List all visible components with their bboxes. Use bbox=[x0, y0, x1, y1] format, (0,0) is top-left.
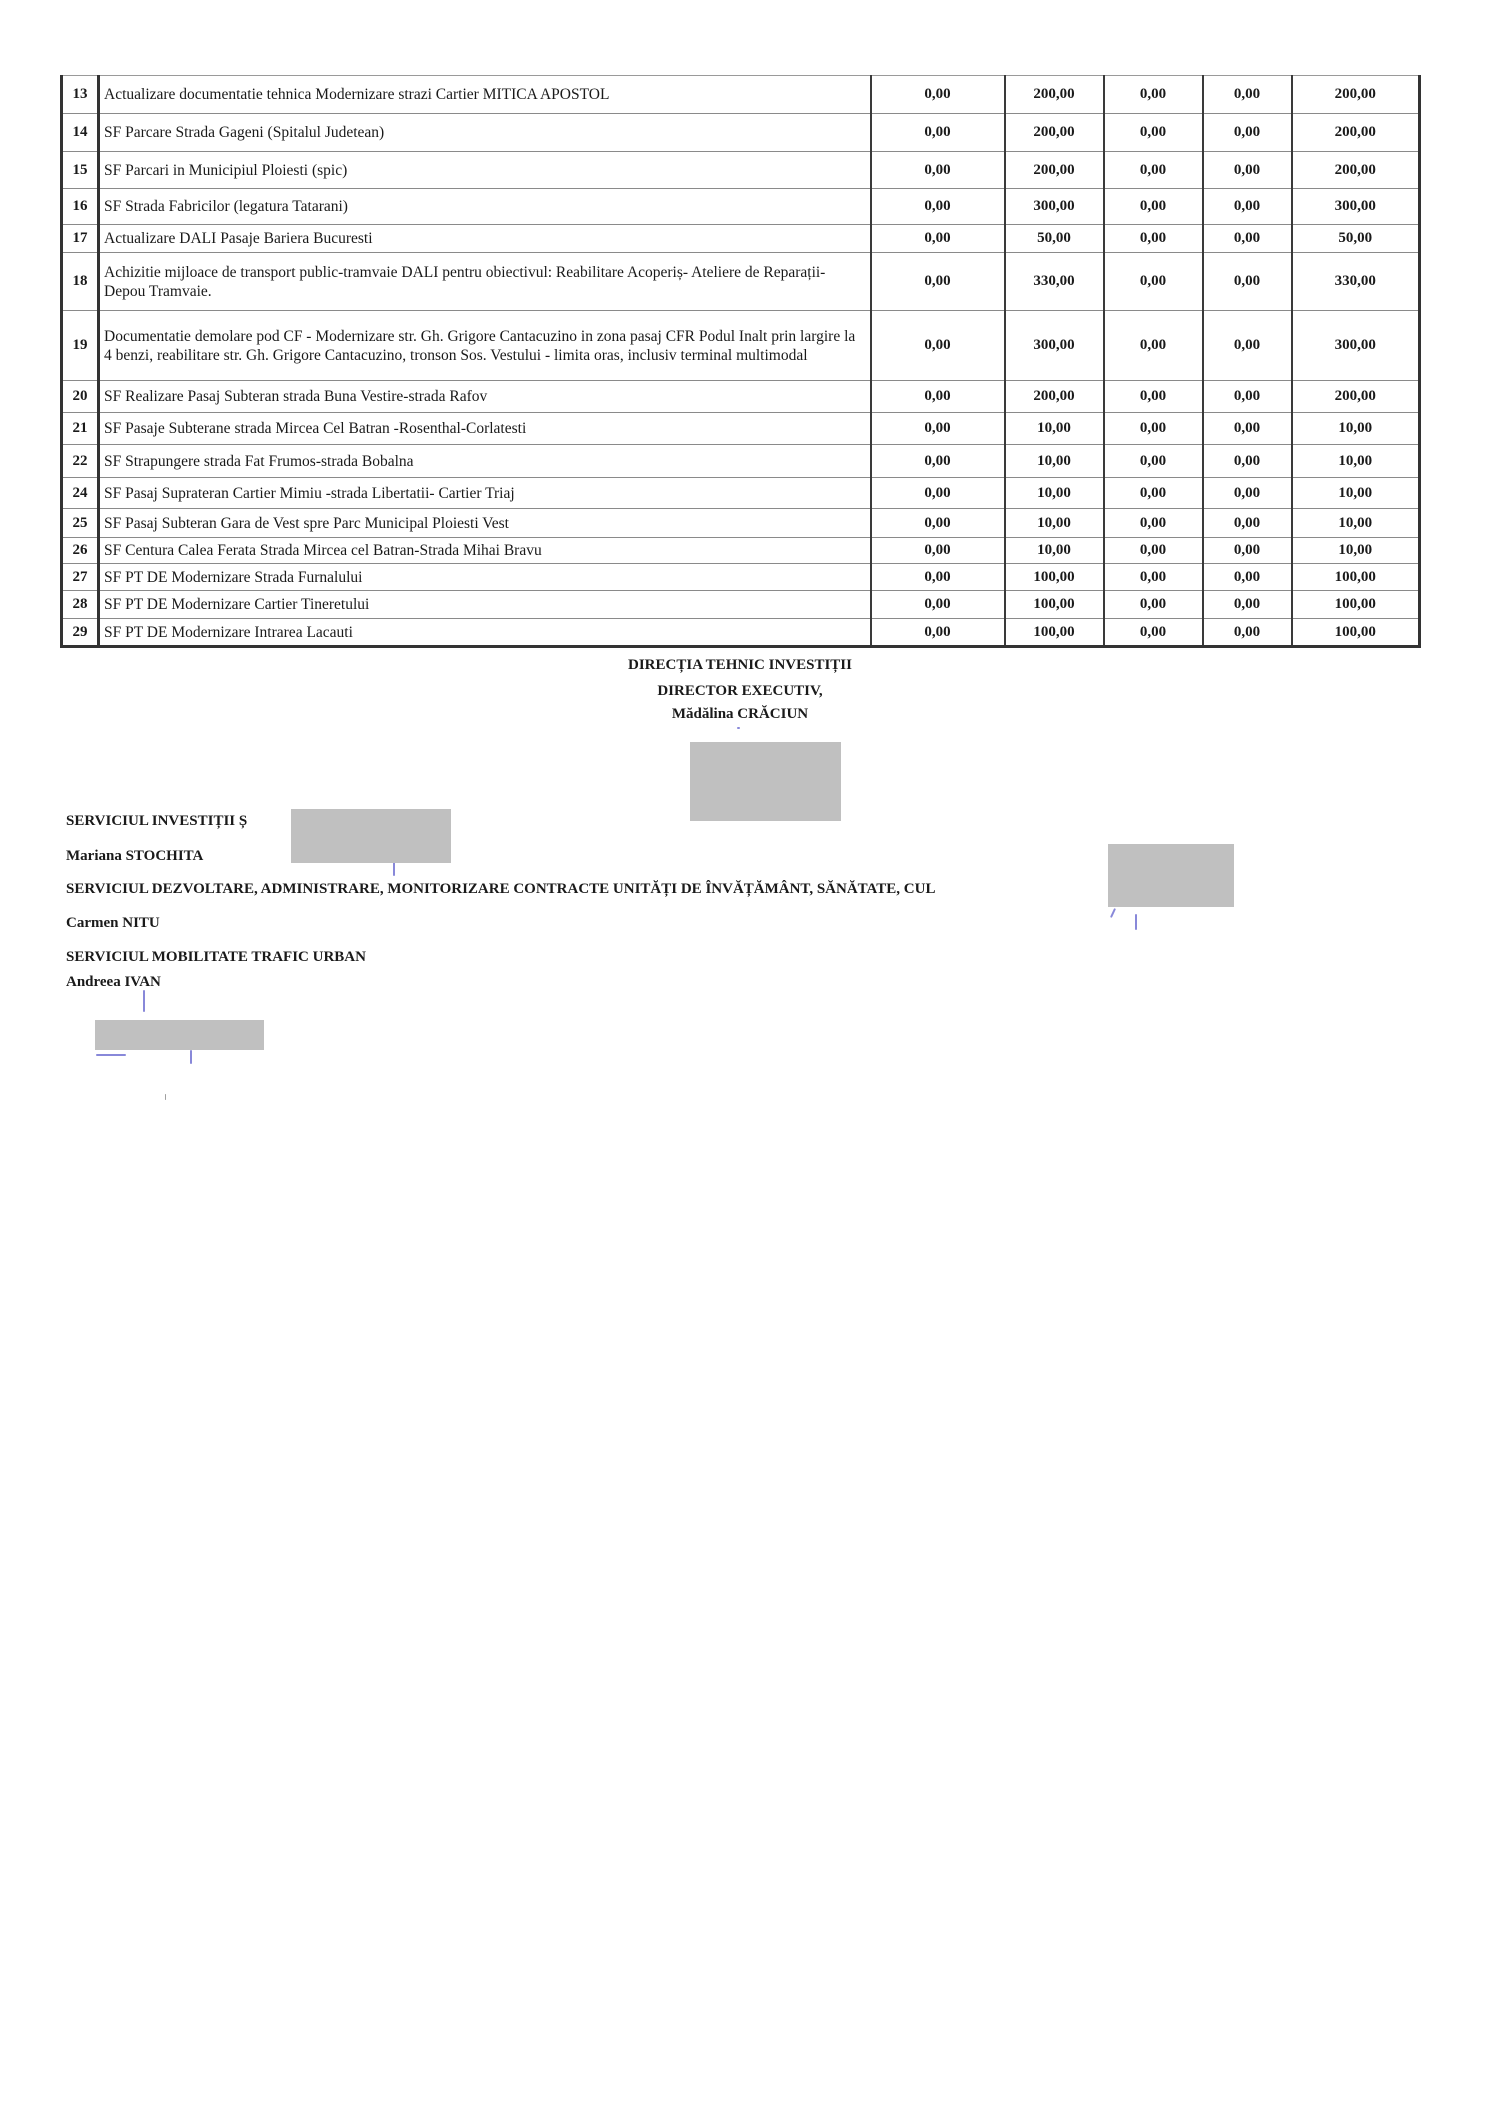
value-col-2: 200,00 bbox=[1005, 381, 1104, 413]
value-col-2: 10,00 bbox=[1005, 509, 1104, 538]
table-row bbox=[62, 478, 1420, 509]
directorate-title: DIRECȚIA TEHNIC INVESTIȚII bbox=[628, 657, 852, 673]
service-investitii-person: Mariana STOCHITA bbox=[66, 848, 204, 864]
row-number: 24 bbox=[62, 478, 99, 509]
value-col-3: 0,00 bbox=[1104, 76, 1203, 114]
row-description: Actualizare DALI Pasaje Bariera Bucuresti bbox=[99, 225, 871, 253]
row-number: 17 bbox=[62, 225, 99, 253]
value-total: 300,00 bbox=[1292, 189, 1420, 225]
row-description: SF Strapungere strada Fat Frumos-strada Bobalna bbox=[99, 445, 871, 478]
row-description: SF Parcari in Municipiul Ploiesti (spic) bbox=[99, 152, 871, 189]
table-row bbox=[62, 225, 1420, 253]
value-col-4: 0,00 bbox=[1203, 189, 1292, 225]
table-row bbox=[62, 311, 1420, 381]
table-row bbox=[62, 76, 1420, 114]
row-number: 18 bbox=[62, 253, 99, 311]
value-col-4: 0,00 bbox=[1203, 413, 1292, 445]
value-col-4: 0,00 bbox=[1203, 253, 1292, 311]
value-col-1: 0,00 bbox=[871, 413, 1005, 445]
value-col-4: 0,00 bbox=[1203, 114, 1292, 152]
value-col-4: 0,00 bbox=[1203, 478, 1292, 509]
value-col-4: 0,00 bbox=[1203, 591, 1292, 619]
redacted-signature bbox=[95, 1020, 264, 1050]
row-description: SF Pasaje Subterane strada Mircea Cel Batran -Rosenthal-Corlatesti bbox=[99, 413, 871, 445]
value-col-4: 0,00 bbox=[1203, 152, 1292, 189]
value-col-3: 0,00 bbox=[1104, 478, 1203, 509]
redacted-signature bbox=[1108, 844, 1234, 907]
row-number: 13 bbox=[62, 76, 99, 114]
table-row bbox=[62, 413, 1420, 445]
value-col-1: 0,00 bbox=[871, 381, 1005, 413]
row-description: Actualizare documentatie tehnica Modernizare strazi Cartier MITICA APOSTOL bbox=[99, 76, 871, 114]
value-col-2: 100,00 bbox=[1005, 619, 1104, 647]
value-col-3: 0,00 bbox=[1104, 619, 1203, 647]
value-col-3: 0,00 bbox=[1104, 445, 1203, 478]
table-row bbox=[62, 564, 1420, 591]
value-col-4: 0,00 bbox=[1203, 76, 1292, 114]
value-col-1: 0,00 bbox=[871, 509, 1005, 538]
value-total: 10,00 bbox=[1292, 509, 1420, 538]
row-description: SF Pasaj Suprateran Cartier Mimiu -strada Libertatii- Cartier Triaj bbox=[99, 478, 871, 509]
pen-mark bbox=[190, 1050, 192, 1064]
table-row bbox=[62, 253, 1420, 311]
row-number: 20 bbox=[62, 381, 99, 413]
director-name: Mădălina CRĂCIUN bbox=[671, 706, 809, 722]
value-col-3: 0,00 bbox=[1104, 225, 1203, 253]
value-col-3: 0,00 bbox=[1104, 564, 1203, 591]
value-col-2: 200,00 bbox=[1005, 114, 1104, 152]
pen-mark bbox=[1135, 914, 1137, 930]
director-title: DIRECTOR EXECUTIV, bbox=[657, 683, 823, 699]
pen-mark bbox=[143, 990, 145, 1012]
pen-mark bbox=[393, 862, 395, 876]
value-total: 100,00 bbox=[1292, 564, 1420, 591]
value-col-4: 0,00 bbox=[1203, 445, 1292, 478]
row-number: 22 bbox=[62, 445, 99, 478]
value-col-2: 300,00 bbox=[1005, 189, 1104, 225]
value-total: 200,00 bbox=[1292, 76, 1420, 114]
value-col-1: 0,00 bbox=[871, 76, 1005, 114]
row-description: SF PT DE Modernizare Intrarea Lacauti bbox=[99, 619, 871, 647]
value-col-3: 0,00 bbox=[1104, 538, 1203, 564]
value-total: 200,00 bbox=[1292, 152, 1420, 189]
redacted-signature bbox=[690, 742, 841, 821]
value-col-3: 0,00 bbox=[1104, 591, 1203, 619]
value-col-3: 0,00 bbox=[1104, 413, 1203, 445]
value-col-2: 10,00 bbox=[1005, 445, 1104, 478]
service-investitii-title: SERVICIUL INVESTIȚII Ș bbox=[66, 813, 248, 829]
value-total: 10,00 bbox=[1292, 478, 1420, 509]
table-row bbox=[62, 509, 1420, 538]
value-col-3: 0,00 bbox=[1104, 152, 1203, 189]
value-col-1: 0,00 bbox=[871, 538, 1005, 564]
row-number: 19 bbox=[62, 311, 99, 381]
value-col-1: 0,00 bbox=[871, 564, 1005, 591]
value-col-3: 0,00 bbox=[1104, 253, 1203, 311]
pen-mark bbox=[737, 727, 740, 729]
row-number: 16 bbox=[62, 189, 99, 225]
row-number: 29 bbox=[62, 619, 99, 647]
value-col-1: 0,00 bbox=[871, 619, 1005, 647]
value-col-2: 50,00 bbox=[1005, 225, 1104, 253]
value-col-3: 0,00 bbox=[1104, 381, 1203, 413]
value-total: 100,00 bbox=[1292, 591, 1420, 619]
value-col-1: 0,00 bbox=[871, 478, 1005, 509]
table-row bbox=[62, 445, 1420, 478]
value-col-2: 300,00 bbox=[1005, 311, 1104, 381]
row-description: SF Realizare Pasaj Subteran strada Buna Vestire-strada Rafov bbox=[99, 381, 871, 413]
value-col-1: 0,00 bbox=[871, 591, 1005, 619]
value-col-2: 100,00 bbox=[1005, 564, 1104, 591]
table-row bbox=[62, 152, 1420, 189]
value-total: 200,00 bbox=[1292, 381, 1420, 413]
table-row bbox=[62, 114, 1420, 152]
value-col-3: 0,00 bbox=[1104, 114, 1203, 152]
pen-mark bbox=[96, 1054, 126, 1056]
pen-mark bbox=[165, 1094, 166, 1100]
row-number: 27 bbox=[62, 564, 99, 591]
service-dezvoltare-title: SERVICIUL DEZVOLTARE, ADMINISTRARE, MONITORIZARE CONTRACTE UNITĂȚI DE ÎNVĂȚĂMÂNT, SĂNĂTATE, CUL bbox=[66, 881, 936, 897]
table-row bbox=[62, 381, 1420, 413]
row-description: SF Pasaj Subteran Gara de Vest spre Parc Municipal Ploiesti Vest bbox=[99, 509, 871, 538]
value-col-2: 10,00 bbox=[1005, 478, 1104, 509]
row-number: 25 bbox=[62, 509, 99, 538]
table-row bbox=[62, 538, 1420, 564]
value-col-2: 200,00 bbox=[1005, 76, 1104, 114]
row-description: SF PT DE Modernizare Cartier Tineretului bbox=[99, 591, 871, 619]
row-description: SF PT DE Modernizare Strada Furnalului bbox=[99, 564, 871, 591]
row-number: 21 bbox=[62, 413, 99, 445]
row-number: 26 bbox=[62, 538, 99, 564]
value-col-1: 0,00 bbox=[871, 189, 1005, 225]
value-col-2: 100,00 bbox=[1005, 591, 1104, 619]
value-col-2: 10,00 bbox=[1005, 413, 1104, 445]
value-col-4: 0,00 bbox=[1203, 564, 1292, 591]
service-mobilitate-title: SERVICIUL MOBILITATE TRAFIC URBAN bbox=[66, 949, 366, 965]
value-total: 10,00 bbox=[1292, 538, 1420, 564]
value-col-4: 0,00 bbox=[1203, 311, 1292, 381]
value-col-4: 0,00 bbox=[1203, 225, 1292, 253]
value-col-4: 0,00 bbox=[1203, 619, 1292, 647]
value-total: 50,00 bbox=[1292, 225, 1420, 253]
value-total: 10,00 bbox=[1292, 445, 1420, 478]
value-col-2: 200,00 bbox=[1005, 152, 1104, 189]
row-number: 14 bbox=[62, 114, 99, 152]
row-description: SF Strada Fabricilor (legatura Tatarani) bbox=[99, 189, 871, 225]
table-row bbox=[62, 591, 1420, 619]
row-description: Achizitie mijloace de transport public-tramvaie DALI pentru obiectivul: Reabilitare Acoperiș- Ateliere de Reparații-Depou Tramvaie. bbox=[99, 253, 871, 311]
value-col-1: 0,00 bbox=[871, 152, 1005, 189]
value-total: 300,00 bbox=[1292, 311, 1420, 381]
row-number: 28 bbox=[62, 591, 99, 619]
value-col-3: 0,00 bbox=[1104, 189, 1203, 225]
service-mobilitate-person: Andreea IVAN bbox=[66, 974, 161, 990]
value-col-4: 0,00 bbox=[1203, 509, 1292, 538]
service-dezvoltare-person: Carmen NITU bbox=[66, 915, 160, 931]
value-col-1: 0,00 bbox=[871, 311, 1005, 381]
value-total: 100,00 bbox=[1292, 619, 1420, 647]
value-col-4: 0,00 bbox=[1203, 381, 1292, 413]
table-row bbox=[62, 189, 1420, 225]
row-description: SF Parcare Strada Gageni (Spitalul Judetean) bbox=[99, 114, 871, 152]
row-number: 15 bbox=[62, 152, 99, 189]
value-col-4: 0,00 bbox=[1203, 538, 1292, 564]
value-total: 10,00 bbox=[1292, 413, 1420, 445]
value-col-1: 0,00 bbox=[871, 445, 1005, 478]
value-col-2: 330,00 bbox=[1005, 253, 1104, 311]
value-total: 200,00 bbox=[1292, 114, 1420, 152]
value-total: 330,00 bbox=[1292, 253, 1420, 311]
row-description: SF Centura Calea Ferata Strada Mircea cel Batran-Strada Mihai Bravu bbox=[99, 538, 871, 564]
value-col-1: 0,00 bbox=[871, 253, 1005, 311]
value-col-1: 0,00 bbox=[871, 225, 1005, 253]
row-description: Documentatie demolare pod CF - Modernizare str. Gh. Grigore Cantacuzino in zona pasaj CFR Podul Inalt prin largire la 4 benzi, reabilitare str. Gh. Grigore Cantacuzino, tronson Sos. Vestului - limita oras, inclusiv terminal multimodal bbox=[99, 311, 871, 381]
investment-table bbox=[60, 75, 1421, 648]
table-row bbox=[62, 619, 1420, 647]
value-col-2: 10,00 bbox=[1005, 538, 1104, 564]
redacted-signature bbox=[291, 809, 451, 863]
value-col-3: 0,00 bbox=[1104, 509, 1203, 538]
value-col-3: 0,00 bbox=[1104, 311, 1203, 381]
value-col-1: 0,00 bbox=[871, 114, 1005, 152]
pen-mark bbox=[1110, 908, 1116, 918]
